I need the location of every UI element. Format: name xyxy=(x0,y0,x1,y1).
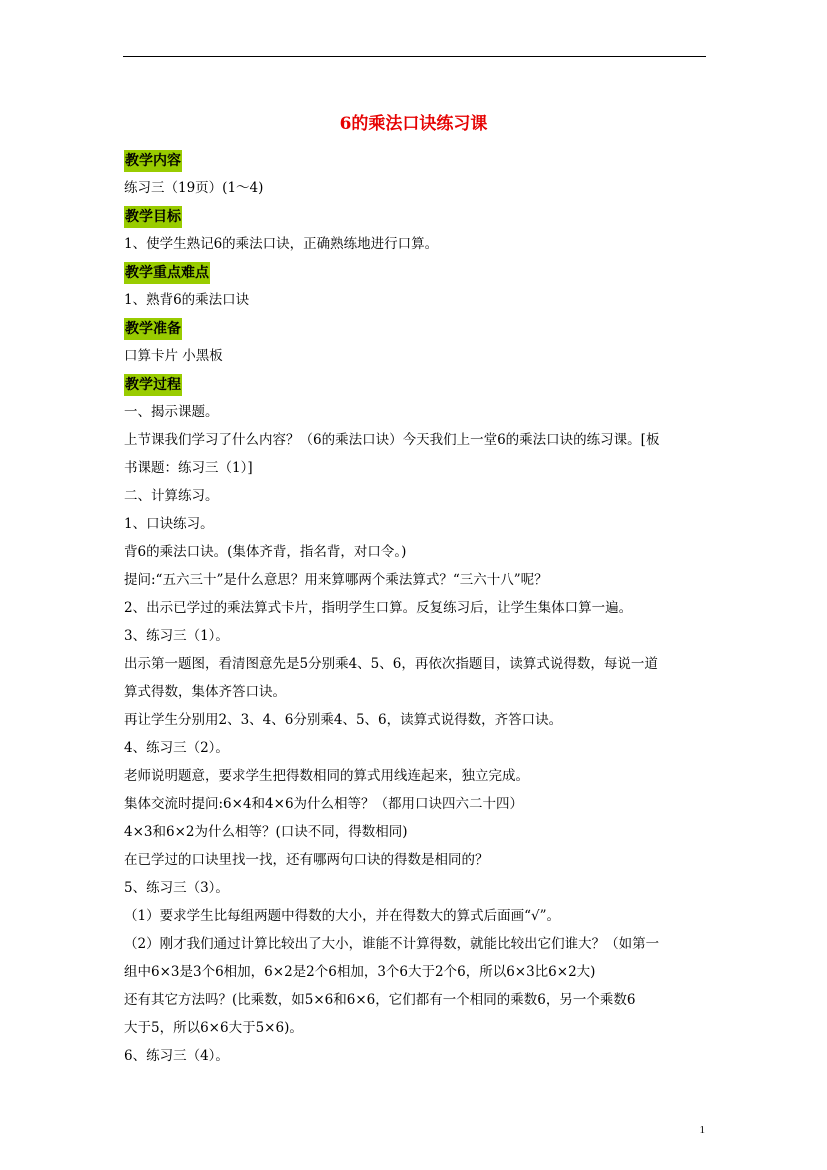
paragraph-line: 书课题：练习三（1）] xyxy=(124,460,253,476)
section-heading-label: 教学过程 xyxy=(124,374,182,396)
paragraph-line: 1、使学生熟记6的乘法口诀，正确熟练地进行口算。 xyxy=(124,236,439,252)
paragraph-line: 练习三（19页）(1～4) xyxy=(124,180,264,196)
paragraph-line: 4、练习三（2）。 xyxy=(124,740,229,756)
section-heading xyxy=(124,202,714,230)
paragraph-line: 1、熟背6的乘法口诀 xyxy=(124,292,250,308)
section-heading xyxy=(124,258,714,286)
header-rule xyxy=(123,56,706,57)
paragraph-line: （1）要求学生比每组两题中得数的大小，并在得数大的算式后面画“√”。 xyxy=(124,908,560,924)
paragraph-line: 4×3和6×2为什么相等？(口诀不同，得数相同) xyxy=(124,824,408,840)
paragraph-line: 组中6×3是3个6相加，6×2是2个6相加，3个6大于2个6，所以6×3比6×2大) xyxy=(124,964,596,980)
document-body xyxy=(124,146,714,1070)
section-heading-label: 教学目标 xyxy=(124,206,182,228)
paragraph-line: 集体交流时提问:6×4和4×6为什么相等？（都用口诀四六二十四） xyxy=(124,796,524,812)
paragraph-line: 算式得数，集体齐答口诀。 xyxy=(124,684,286,700)
section-heading xyxy=(124,370,714,398)
paragraph-line: 还有其它方法吗？(比乘数，如5×6和6×6，它们都有一个相同的乘数6，另一个乘数6 xyxy=(124,992,636,1008)
page-number: 1 xyxy=(699,1124,705,1136)
paragraph-line: （2）刚才我们通过计算比较出了大小，谁能不计算得数，就能比较出它们谁大？（如第一 xyxy=(124,936,660,952)
paragraph-line: 大于5，所以6×6大于5×6)。 xyxy=(124,1020,303,1036)
section-heading xyxy=(124,146,714,174)
paragraph-line: 5、练习三（3）。 xyxy=(124,880,229,896)
paragraph-line: 6、练习三（4）。 xyxy=(124,1048,229,1064)
section-heading-label: 教学准备 xyxy=(124,318,182,340)
paragraph-line: 二、计算练习。 xyxy=(124,488,219,504)
paragraph-line: 一、揭示课题。 xyxy=(124,404,219,420)
section-heading-label: 教学内容 xyxy=(124,150,182,172)
section-heading-label: 教学重点难点 xyxy=(124,262,210,284)
paragraph-line: 在已学过的口诀里找一找，还有哪两句口诀的得数是相同的？ xyxy=(124,852,489,868)
paragraph-line: 3、练习三（1）。 xyxy=(124,628,229,644)
paragraph-line: 2、出示已学过的乘法算式卡片，指明学生口算。反复练习后，让学生集体口算一遍。 xyxy=(124,600,633,616)
paragraph-line: 口算卡片 小黑板 xyxy=(124,348,223,364)
paragraph-line: 老师说明题意，要求学生把得数相同的算式用线连起来，独立完成。 xyxy=(124,768,529,784)
paragraph-line: 再让学生分别用2、3、4、6分别乘4、5、6，读算式说得数，齐答口诀。 xyxy=(124,712,563,728)
page-title: 6的乘法口诀练习课 xyxy=(339,114,488,134)
section-heading xyxy=(124,314,714,342)
paragraph-line: 出示第一题图，看清图意先是5分别乘4、5、6，再依次指题目，读算式说得数，每说一道 xyxy=(124,656,658,672)
paragraph-line: 1、口诀练习。 xyxy=(124,516,214,532)
paragraph-line: 提问:“五六三十”是什么意思？用来算哪两个乘法算式？“三六十八”呢？ xyxy=(124,572,548,588)
paragraph-line: 上节课我们学习了什么内容？（6的乘法口诀）今天我们上一堂6的乘法口诀的练习课。[板 xyxy=(124,432,660,448)
paragraph-line: 背6的乘法口诀。(集体齐背，指名背，对口令。) xyxy=(124,544,407,560)
